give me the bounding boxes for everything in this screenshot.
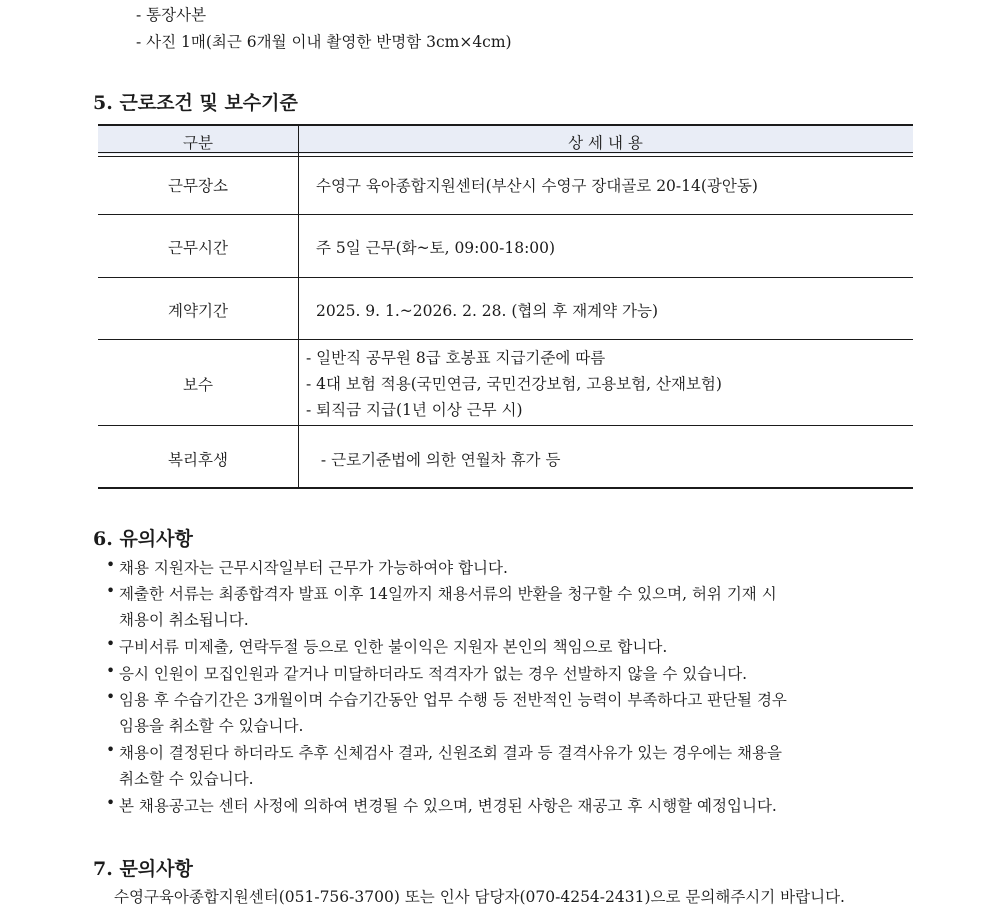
header-double-rule bbox=[98, 152, 913, 157]
bullet-icon: • bbox=[106, 662, 116, 680]
notice-item-5-line-1: 임용 후 수습기간은 3개월이며 수습기간동안 업무 수행 등 전반적인 능력이 부족하다고 판단될 경우 bbox=[119, 691, 787, 709]
bullet-icon: • bbox=[106, 794, 116, 812]
notice-item-5-line-2: 임용을 취소할 수 있습니다. bbox=[119, 717, 304, 735]
table-bottom-rule bbox=[98, 487, 913, 489]
row-label-workplace: 근무장소 bbox=[168, 177, 228, 195]
row-label-salary: 보수 bbox=[183, 376, 213, 394]
row-label-hours: 근무시간 bbox=[168, 239, 228, 257]
bullet-icon: • bbox=[106, 741, 116, 759]
bullet-icon: • bbox=[106, 556, 116, 574]
notice-item-2-line-2: 채용이 취소됩니다. bbox=[119, 611, 249, 629]
section5-title: 5. 근로조건 및 보수기준 bbox=[93, 92, 298, 114]
table-header bbox=[98, 124, 913, 154]
contact-text: 수영구육아종합지원센터(051-756-3700) 또는 인사 담당자(070-4254-2431)으로 문의해주시기 바랍니다. bbox=[114, 888, 845, 906]
row-value-workplace: 수영구 육아종합지원센터(부산시 수영구 장대골로 20-14(광안동) bbox=[316, 177, 758, 195]
notice-item-2-line-1: 제출한 서류는 최종합격자 발표 이후 14일까지 채용서류의 반환을 청구할 수 있으며, 허위 기재 시 bbox=[119, 585, 777, 603]
section7-title: 7. 문의사항 bbox=[93, 858, 193, 880]
header-category: 구분 bbox=[183, 134, 213, 152]
row-value-hours: 주 5일 근무(화~토, 09:00-18:00) bbox=[316, 239, 556, 257]
column-divider bbox=[298, 126, 299, 489]
notice-item-3: 구비서류 미제출, 연락두절 등으로 인한 불이익은 지원자 본인의 책임으로 합니다. bbox=[119, 638, 668, 656]
row-divider bbox=[98, 425, 913, 426]
notice-item-7: 본 채용공고는 센터 사정에 의하여 변경될 수 있으며, 변경된 사항은 재공고 후 시행할 예정입니다. bbox=[119, 797, 777, 815]
intro-line-bankbook: - 통장사본 bbox=[136, 6, 207, 24]
bullet-icon: • bbox=[106, 688, 116, 706]
row-value-salary-2: - 4대 보험 적용(국민연금, 국민건강보험, 고용보험, 산재보험) bbox=[306, 375, 722, 393]
row-divider bbox=[98, 339, 913, 340]
row-label-contract: 계약기간 bbox=[168, 302, 228, 320]
notice-item-4: 응시 인원이 모집인원과 같거나 미달하더라도 적격자가 없는 경우 선발하지 않을 수 있습니다. bbox=[119, 665, 748, 683]
notice-item-1: 채용 지원자는 근무시작일부터 근무가 가능하여야 합니다. bbox=[119, 559, 508, 577]
row-value-salary-1: - 일반직 공무원 8급 호봉표 지급기준에 따름 bbox=[306, 349, 606, 367]
row-label-welfare: 복리후생 bbox=[168, 451, 228, 469]
row-value-contract: 2025. 9. 1.~2026. 2. 28. (협의 후 재계약 가능) bbox=[316, 302, 659, 320]
row-value-welfare: - 근로기준법에 의한 연월차 휴가 등 bbox=[316, 451, 561, 469]
row-divider bbox=[98, 214, 913, 215]
working-conditions-table bbox=[98, 124, 913, 490]
row-value-salary-3: - 퇴직금 지급(1년 이상 근무 시) bbox=[306, 401, 523, 419]
notice-item-6-line-1: 채용이 결정된다 하더라도 추후 신체검사 결과, 신원조회 결과 등 결격사유가 있는 경우에는 채용을 bbox=[119, 744, 782, 762]
bullet-icon: • bbox=[106, 635, 116, 653]
bullet-icon: • bbox=[106, 582, 116, 600]
section6-title: 6. 유의사항 bbox=[93, 528, 193, 550]
intro-line-photo: - 사진 1매(최근 6개월 이내 촬영한 반명함 3cm×4cm) bbox=[136, 33, 512, 51]
header-details: 상 세 내 용 bbox=[568, 134, 643, 152]
notice-item-6-line-2: 취소할 수 있습니다. bbox=[119, 770, 254, 788]
row-divider bbox=[98, 277, 913, 278]
